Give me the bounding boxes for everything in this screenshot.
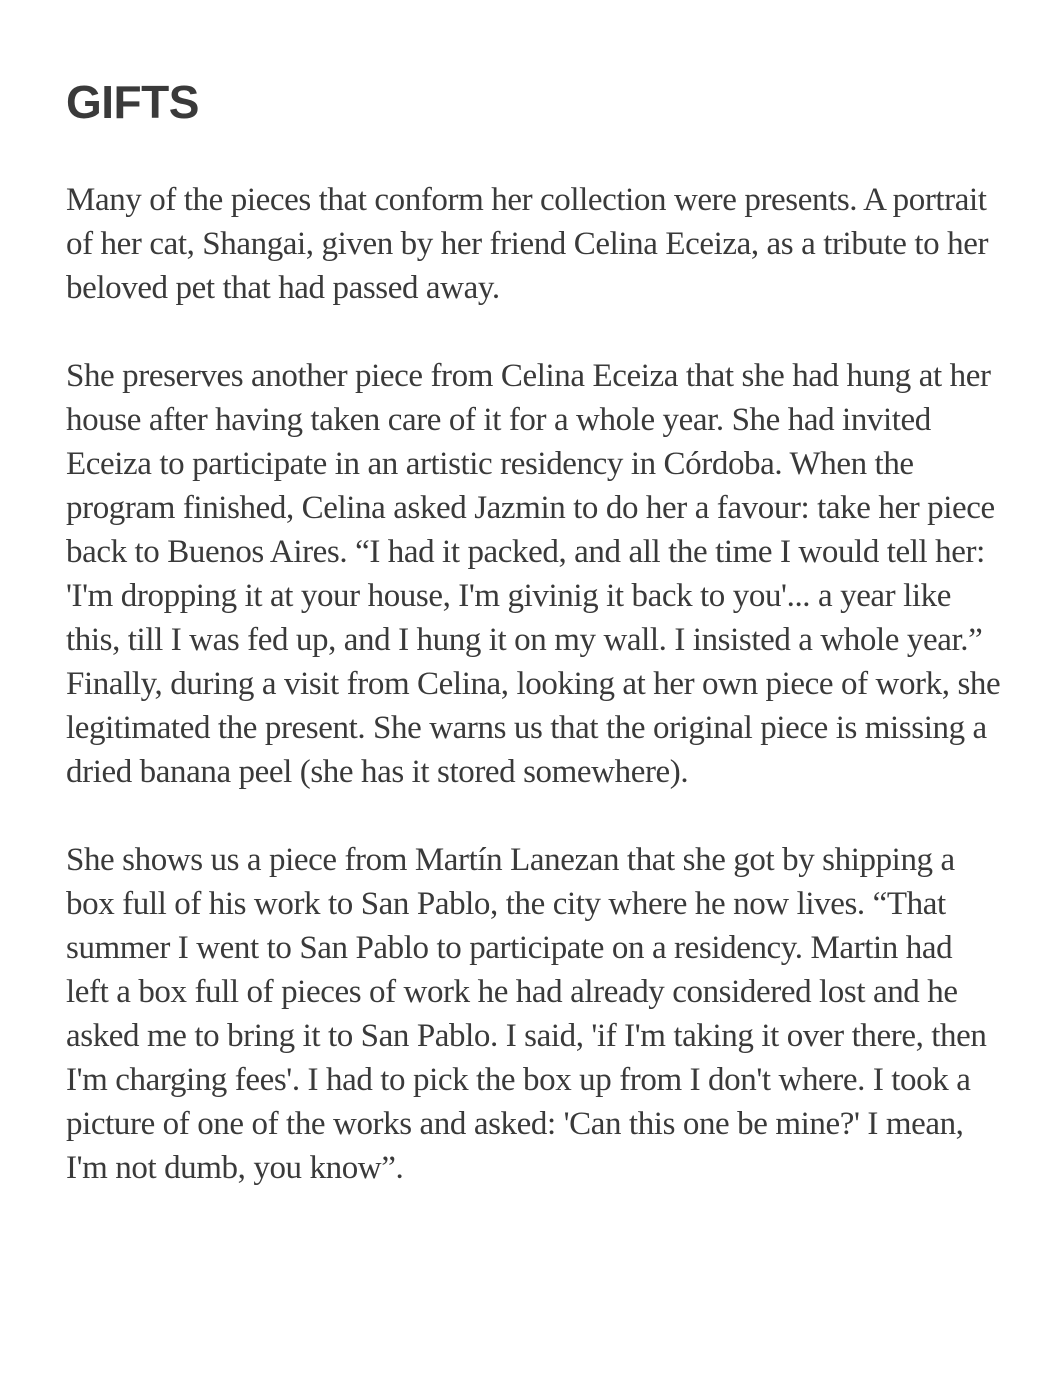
article-title: GIFTS [66,76,199,128]
article-paragraph-3: She shows us a piece from Martín Lanezan that she got by shipping a box full of his work to San Pablo, the city where he now lives. “That summer I went to San Pablo to participate on a residency. Martin had left a box full of pieces of work he had already considered lost and he asked me to bring it to San Pablo. I said, 'if I'm taking it over there, then I'm charging fees'. I had to pick the box up from I don't where. I took a picture of one of the works and asked: 'Can this one be mine?' I mean, I'm not dumb, you know”. [66,842,987,1186]
article [66,74,1001,1234]
article-paragraph-2: She preserves another piece from Celina Eceiza that she had hung at her house after having taken care of it for a whole year. She had invited Eceiza to participate in an artistic residency in Córdoba. When the program finished, Celina asked Jazmin to do her a favour: take her piece back to Buenos Aires. “I had it packed, and all the time I would tell her: 'I'm dropping it at your house, I'm givinig it back to you'... a year like this, till I was fed up, and I hung it on my wall. I insisted a whole year.” Finally, during a visit from Celina, looking at her own piece of work, she legitimated the present. She warns us that the original piece is missing a dried banana peel (she has it stored somewhere). [66,358,1001,790]
article-paragraph-1: Many of the pieces that conform her collection were presents. A portrait of her cat, Shangai, given by her friend Celina Eceiza, as a tribute to her beloved pet that had passed away. [66,182,989,306]
